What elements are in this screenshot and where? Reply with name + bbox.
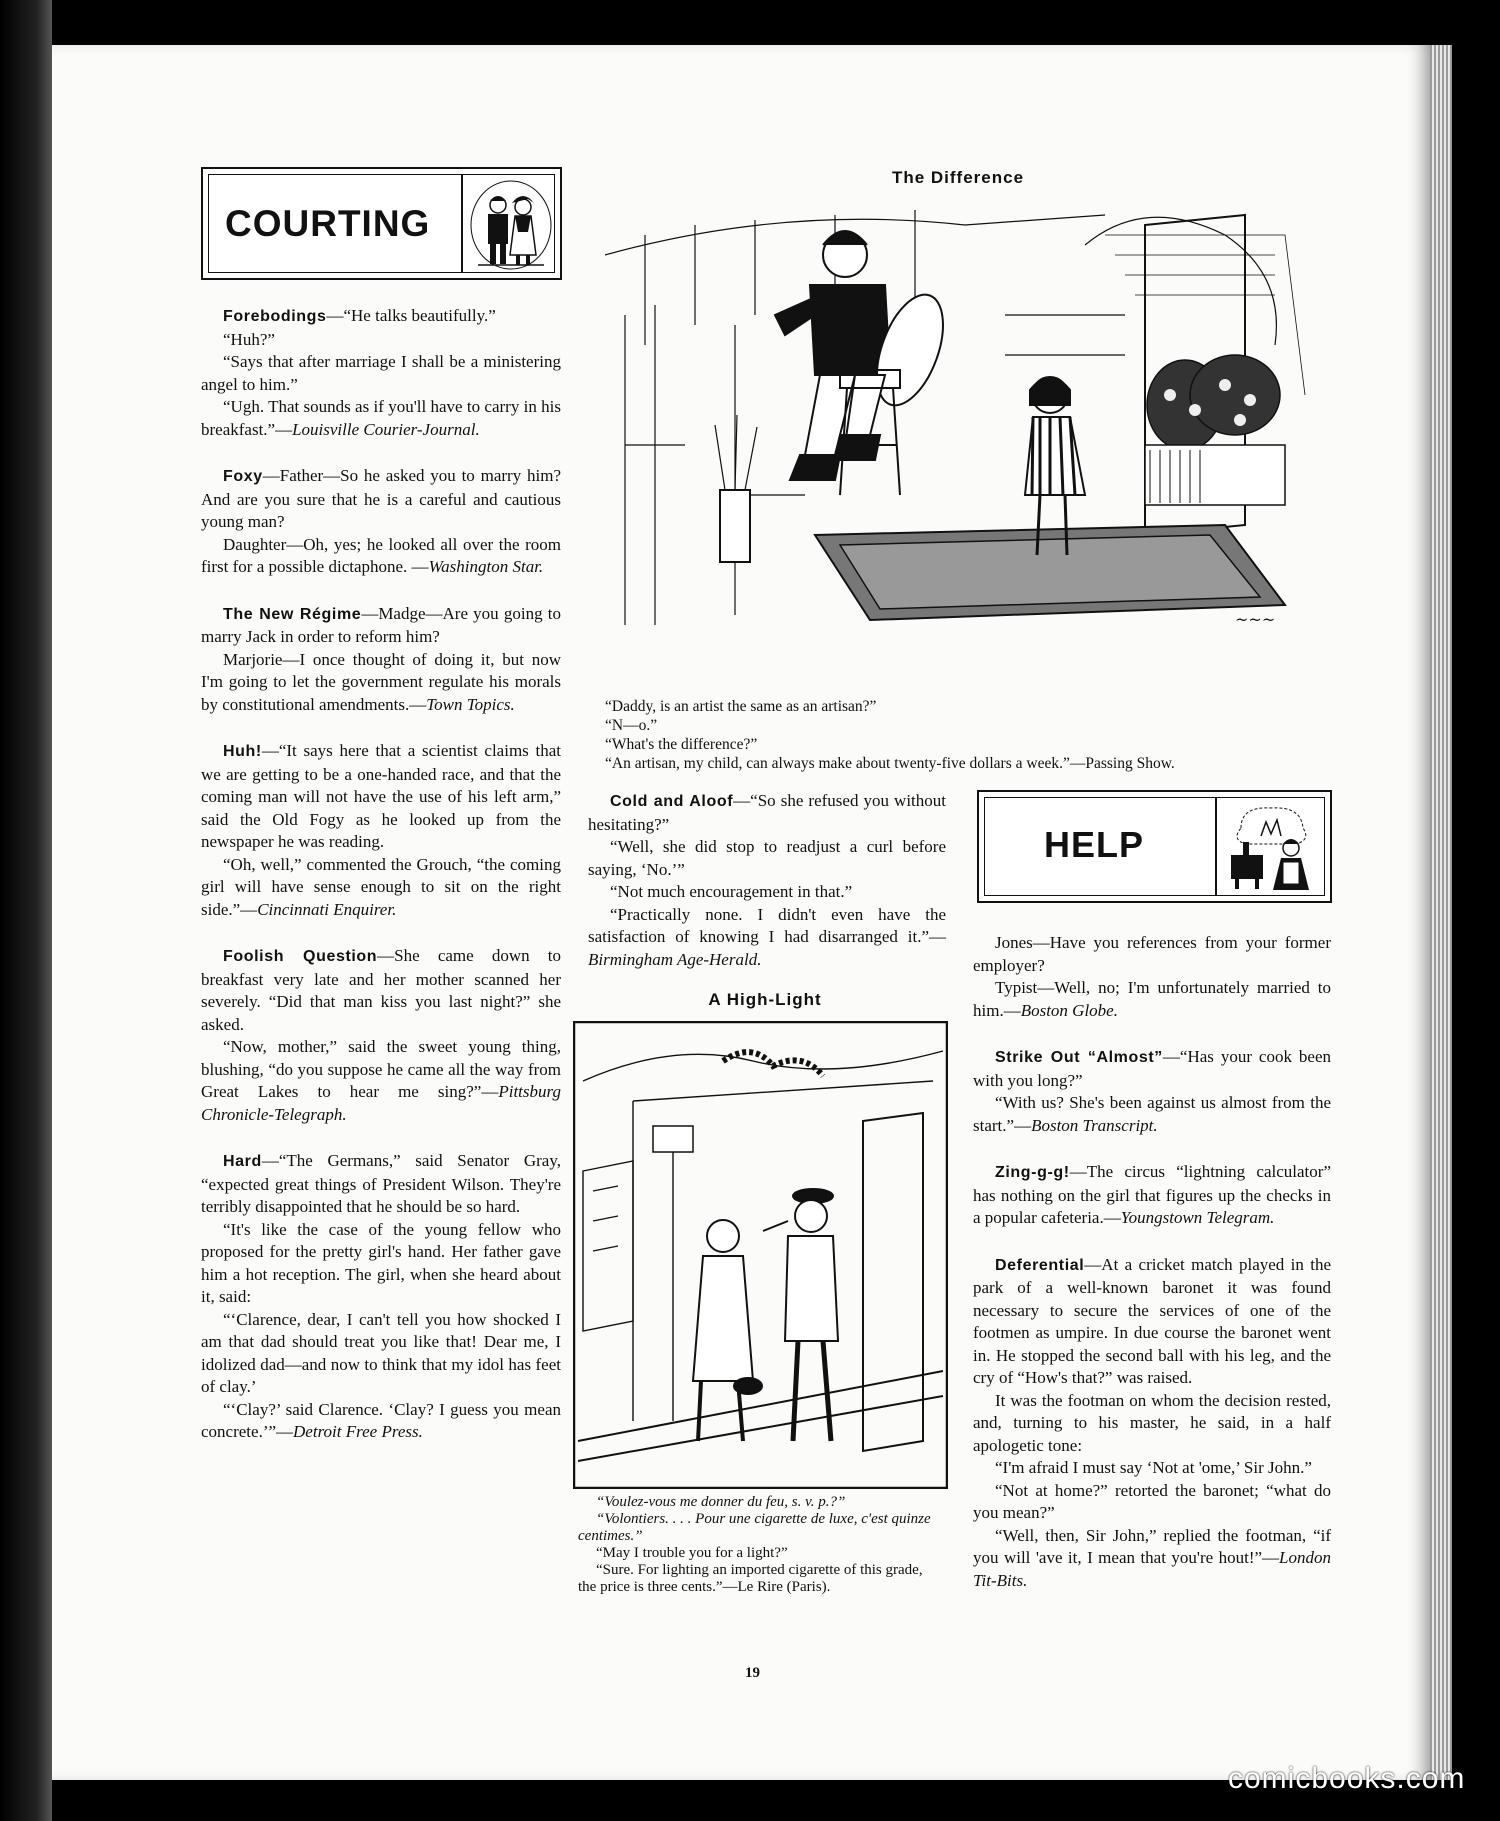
entry-text: Typist—Well, no; I'm unfortunately married to him.— (973, 978, 1331, 1020)
book-gutter (0, 0, 52, 1821)
entry-text: Jones—Have you references from your former employer? (973, 933, 1331, 975)
maid-stove-icon (1221, 800, 1321, 896)
entry-strike-out-almost (973, 1046, 1331, 1137)
entry-text: “Well, then, Sir John,” replied the footman, “if you will 'ave it, I mean that you're hout!”— (973, 1525, 1331, 1567)
high-light-caption (578, 1494, 943, 1596)
caption-line: “Volontiers. . . . Pour une cigarette de luxe, c'est quinze centimes.” (578, 1511, 931, 1544)
entry-text: “I'm afraid I must say ‘Not at 'ome,’ Sir John.” (995, 1458, 1312, 1477)
caption-line: “Sure. For lighting an imported cigarette of this grade, the price is three cents.”—Le Rire (Paris). (578, 1562, 923, 1595)
entry-text: Marjorie—I once thought of doing it, but now I'm going to let the government regulate his morals by constitutional amendments.— (201, 649, 561, 714)
difference-title: The Difference (891, 168, 1025, 187)
entry-text: “‘Clarence, dear, I can't tell you how shocked I am that dad should treat you like that! Dear me, I idolized dad—and now to think that my idol has feet of clay.’ (201, 1309, 561, 1396)
page-number: 19 (745, 1665, 760, 1681)
entry-heading: Strike Out “Almost” (995, 1049, 1163, 1066)
entry-heading: Forebodings (223, 308, 327, 325)
entry-jones (973, 932, 1331, 1022)
entry-heading: Deferential (995, 1256, 1085, 1274)
entry-source: Washington Star. (428, 557, 544, 576)
entry-source: Boston Globe. (1020, 1000, 1118, 1020)
entry-foxy (201, 465, 561, 579)
entry-heading: Foolish Question (223, 948, 378, 965)
street-smokers-illustration (573, 1021, 948, 1489)
entry-heading: Huh! (223, 743, 262, 760)
entry-text: “It's like the case of the young fellow who proposed for the pretty girl's hand. Her father gave him a hot reception. The girl, when she heard about it, said: (201, 1219, 561, 1306)
entry-heading: Foxy (223, 468, 263, 485)
entry-text: “Not much encouragement in that.” (610, 882, 853, 901)
courting-title: COURTING (225, 203, 431, 244)
entry-source: London Tit-Bits. (973, 1548, 1331, 1590)
entry-text: —She came down to breakfast very late and her mother scanned her severely. “Did that man kiss you last night?” she asked. (201, 946, 561, 1034)
entry-text: —“The Germans,” said Senator Gray, “expected great things of President Wilson. They're terribly disappointed that he should be so hard. (201, 1151, 561, 1216)
entry-source: Youngstown Telegram. (1120, 1208, 1275, 1227)
entry-text: “Practically none. I didn't even have the satisfaction of knowing I had disarranged it.”— (588, 904, 946, 946)
entry-source: Birmingham Age-Herald. (588, 949, 762, 969)
entry-text: —“It says here that a scientist claims that we are getting to be a one-handed race, and that the coming man will not have the use of his left arm,” said the Old Fogy as he looked up from the newspaper he was reading. (201, 741, 561, 851)
help-title: HELP (1044, 824, 1145, 865)
entry-foolish-question (201, 945, 561, 1126)
entry-heading: The New Régime (223, 605, 362, 623)
entry-text: “Ugh. That sounds as if you'll have to carry in his breakfast.”— (201, 397, 561, 439)
help-title-box (977, 790, 1332, 903)
caption-line: “An artisan, my child, can always make about twenty-five dollars a week.”—Passing Show. (605, 755, 1175, 772)
courting-column (201, 305, 561, 1468)
entry-text: “With us? She's been against us almost from the start.”— (973, 1093, 1331, 1135)
entry-new-regime (201, 603, 561, 717)
entry-text: “‘Clay?’ said Clarence. ‘Clay? I guess you mean concrete.’”— (201, 1399, 561, 1441)
entry-text: —Madge—Are you going to marry Jack in order to reform him? (201, 603, 562, 646)
entry-text: “Not at home?” retorted the baronet; “what do you mean?” (973, 1480, 1331, 1522)
help-column (973, 932, 1331, 1616)
entry-text: —“He talks beautifully.” (326, 306, 496, 325)
entry-text: —“Has your cook been with you long?” (973, 1047, 1331, 1090)
cold-aloof-column (588, 790, 946, 995)
entry-text: —“So she refused you without hesitating?” (588, 791, 946, 834)
entry-text: “Now, mother,” said the sweet young thing, blushing, “do you suppose he came all the way from Great Lakes to hear me sing?”— (201, 1037, 561, 1101)
entry-text: It was the footman on whom the decision rested, and, turning to his master, he said, in a half apologetic tone: (973, 1390, 1331, 1455)
caption-line: “N—o.” (605, 717, 658, 734)
entry-forebodings (201, 305, 561, 441)
svg-text:~~~: ~~~ (1235, 610, 1276, 629)
entry-source: Detroit Free Press. (293, 1422, 423, 1441)
entry-text: “Says that after marriage I shall be a ministering angel to him.” (201, 352, 561, 394)
caption-line: “What's the difference?” (605, 736, 758, 753)
caption-line: “May I trouble you for a light?” (596, 1545, 788, 1561)
entry-text: —The circus “lightning calculator” has nothing on the girl that figures up the checks in a popular cafeteria.— (973, 1162, 1331, 1227)
entry-text: —At a cricket match played in the park of a well-known baronet it was found necessary to secure the services of one of the footmen as umpire. In due course the baronet went in. He stopped the second ball with his leg, and the cry of “How's that?” was raised. (973, 1254, 1331, 1387)
entry-heading: Hard (223, 1153, 262, 1170)
caption-line: “Daddy, is an artist the same as an artisan?” (605, 698, 877, 715)
courting-title-box (201, 167, 562, 280)
entry-text: Daughter—Oh, yes; he looked all over the room first for a possible dictaphone. — (201, 534, 561, 576)
courting-couple-icon (468, 177, 554, 273)
entry-source: Pittsburg Chronicle-Telegraph. (201, 1082, 561, 1124)
caption-line: “Voulez-vous me donner du feu, s. v. p.?” (596, 1494, 846, 1510)
entry-text: “Well, she did stop to readjust a curl before saying, ‘No.’” (588, 837, 946, 879)
artist-studio-illustration (585, 195, 1330, 690)
entry-text: “Oh, well,” commented the Grouch, “the coming girl will have sense enough to sit on the right side.”— (201, 854, 561, 919)
entry-source: Town Topics. (426, 694, 515, 714)
entry-source: Louisville Courier-Journal. (292, 419, 480, 439)
entry-heading: Cold and Aloof (610, 793, 734, 810)
entry-hard (201, 1150, 561, 1444)
entry-cold-and-aloof (588, 790, 946, 971)
entry-source: Cincinnati Enquirer. (257, 899, 397, 919)
entry-heading: Zing-g-g! (995, 1164, 1070, 1181)
page-edges (1430, 45, 1452, 1780)
entry-huh (201, 740, 561, 921)
difference-caption (605, 697, 1330, 773)
entry-text: “Huh?” (223, 329, 275, 349)
entry-source: Boston Transcript. (1031, 1115, 1158, 1135)
entry-zing (973, 1161, 1331, 1230)
entry-text: —Father—So he asked you to marry him? And are you sure that he is a careful and cautious young man? (201, 466, 561, 531)
site-watermark: comicbooks.com (1228, 1762, 1466, 1795)
entry-deferential (973, 1254, 1331, 1593)
high-light-title: A High-Light (708, 990, 822, 1009)
